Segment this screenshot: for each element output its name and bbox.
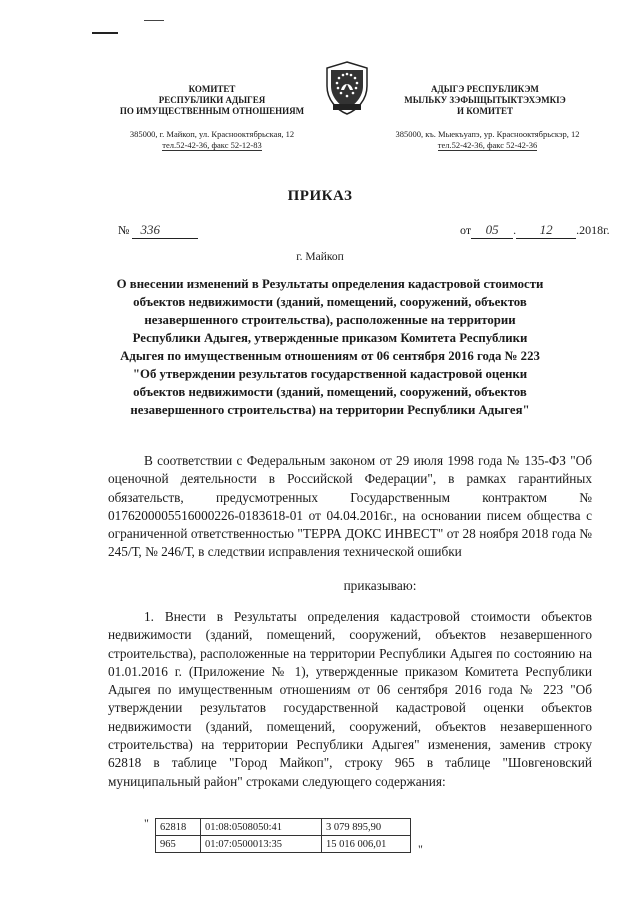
order-date: от 05 . 12 .2018г. xyxy=(460,222,610,237)
table-cell: 01:08:0508050:41 xyxy=(201,819,322,836)
org-name-left: КОМИТЕТ РЕСПУБЛИКИ АДЫГЕЯ ПО ИМУЩЕСТВЕННЫМ ОТНОШЕНИЯМ xyxy=(119,84,305,116)
table-cell: 62818 xyxy=(156,819,201,836)
document-title: ПРИКАЗ xyxy=(287,188,353,204)
replacement-table xyxy=(155,818,411,853)
table-row xyxy=(156,836,411,853)
quote-close: " xyxy=(418,842,423,856)
order-number-value: 336 xyxy=(132,222,198,239)
order-subject: О внесении изменений в Результаты определения кадастровой стоимости объектов недвижимости (зданий, помещений, сооружений, объектов незавершенного строительства), расположенные на территории Республики Адыгея, утвержденные приказом Комитета Республики Адыгея по имущественным отношениям от 06 сентября 2016 года № 223 "Об утверждении результатов государственной кадастровой оценки объектов недвижимости (зданий, помещений, сооружений, объектов незавершенного строительства) на территории Республики Адыгея" xyxy=(116,277,544,417)
pen-mark xyxy=(92,32,118,34)
paragraph-item-1: 1. Внести в Результаты определения кадастровой стоимости объектов недвижимости (зданий, помещений, сооружений, объектов незавершенного строительства), расположенные на территории Республики Адыгея по состоянию на 01.01.2016 г. (Приложение № 1), утвержденные приказом Комитета Республики Адыгея по имущественным отношениям от 06 сентября 2016 года № 223 "Об утверждении результатов государственной кадастровой оценки объектов недвижимости (зданий, помещений, сооружений, объектов незавершенного строительства) на территории Республики Адыгея" изменения, заменив строку 62818 в таблице "Город Майкоп", строку 965 в таблице "Шовгеновский муниципальный район" строками следующего содержания: xyxy=(108,609,592,789)
order-date-month: 12 xyxy=(516,222,576,239)
org-name-right: АДЫГЭ РЕСПУБЛИКЭМ МЫЛЬКУ ЗЭФЫЩЫТЫКТЭХЭМКІЭ И КОМИТЕТ xyxy=(404,84,566,116)
order-date-day: 05 xyxy=(471,222,513,239)
table-row xyxy=(156,819,411,836)
quote-open: " xyxy=(144,816,149,830)
emblem-icon xyxy=(323,60,371,116)
table-cell: 965 xyxy=(156,836,201,853)
table-cell: 15 016 006,01 xyxy=(322,836,411,853)
paragraph-basis: В соответствии с Федеральным законом от 29 июля 1998 года № 135-ФЗ "Об оценочной деятельности в Российской Федерации", в рамках гарантийных обязательств, предусмотренных Государственным контрактом № 0176200005516000226-0183618-01 от 04.04.2016г., на основании писем общества с ограниченной ответственностью "ТЕРРА ДОКС ИНВЕСТ" от 28 ноября 2018 года № 245/Т, № 246/Т, в следствии исправления технической ошибки xyxy=(108,453,592,560)
pen-mark xyxy=(144,20,164,21)
table-cell: 01:07:0500013:35 xyxy=(201,836,322,853)
address-right: 385000, къ. Мыекъуапэ, ур. Краснооктябрьскэр, 12 тел.52-42-36, факс 52-42-36 xyxy=(395,129,580,150)
table-cell: 3 079 895,90 xyxy=(322,819,411,836)
order-word: приказываю: xyxy=(343,578,417,593)
address-left: 385000, г. Майкоп, ул. Краснооктябрьская, 12 тел.52-42-36, факс 52-12-83 xyxy=(129,129,295,150)
city: г. Майкоп xyxy=(296,251,344,263)
order-number: № 336 xyxy=(118,222,198,239)
